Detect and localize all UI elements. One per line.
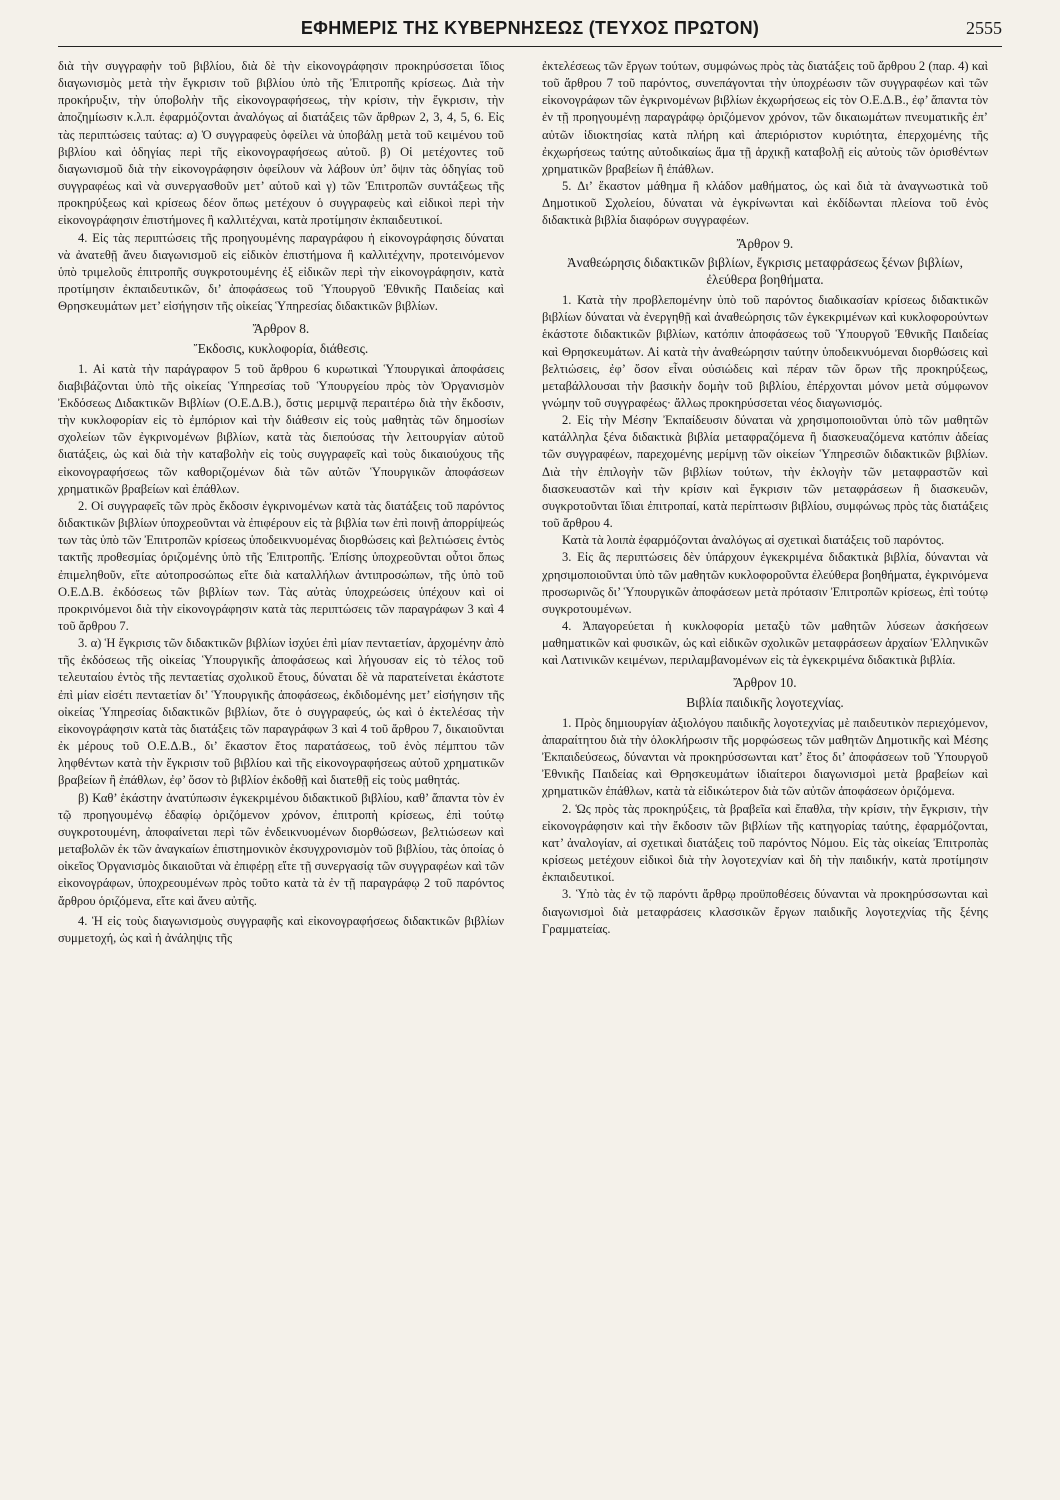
paragraph: ἐκτελέσεως τῶν ἔργων τούτων, συμφώνως πρὸς τὰς διατάξεις τοῦ ἄρθρου 2 (παρ. 4) καὶ τοῦ ἄρθρου 7 τοῦ παρόντος, συνεπάγονται τὴν ὑποχρέωσιν τῶν συγγραφέων καὶ τῶν εἰκονογράφων τῶν ἐγκρινομένων βιβλίων ἐκχωρήσεως εἰς τὸν Ο.Ε.Δ.Β., ἐφ’ ἅπαντα τὸν ἐν τῇ προηγουμένῃ παραγράφῳ ὁριζόμενον χρόνον, τῶν δικαιωμάτων πνευματικῆς ἐπ’ αὐτῶν ἰδιοκτησίας κατὰ πλήρη καὶ ἀπεριόριστον κυριότητα, ἐπερχομένης τῆς ἐκχωρήσεως ταύτης αὐτοδικαίως ἅμα τῇ ἀρχικῇ καταβολῇ εἰς αὐτοὺς τῶν ὁρισθέντων χρηματικῶν βραβείων ἢ ἐπάθλων. — [542, 59, 988, 176]
gazette-title: ΕΦΗΜΕΡΙΣ ΤΗΣ ΚΥΒΕΡΝΗΣΕΩΣ (ΤΕΥΧΟΣ ΠΡΩΤΟΝ) — [300, 18, 760, 38]
paragraph: 4. Ἡ εἰς τοὺς διαγωνισμοὺς συγγραφῆς καὶ εἰκονογραφήσεως διδακτικῶν βιβλίων συμμετοχή, ὡς καὶ ἡ ἀνάληψις τῆς — [58, 913, 504, 945]
paragraph: 3. Ὑπὸ τὰς ἐν τῷ παρόντι ἄρθρῳ προϋποθέσεις δύνανται νὰ προκηρύσσωνται καὶ διαγωνισμοὶ διὰ μεταφράσεις κλασσικῶν ἔργων παιδικῆς λογοτεχνίας τῆς ξένης Γραμματείας. — [542, 887, 988, 936]
page-number: 2555 — [966, 18, 1002, 38]
header-rule — [58, 46, 1002, 47]
running-header — [58, 18, 1002, 48]
article-10-subtitle: Βιβλία παιδικῆς λογοτεχνίας. — [686, 694, 844, 710]
article-8-title: Ἄρθρον 8. — [252, 321, 310, 337]
article-9-title: Ἄρθρον 9. — [736, 235, 794, 251]
paragraph: 1. Κατὰ τὴν προβλεπομένην ὑπὸ τοῦ παρόντος διαδικασίαν κρίσεως διδακτικῶν βιβλίων δύναται νὰ ἐνεργηθῇ καὶ ἀναθεώρησις τῶν ἐγκεκριμένων καὶ κυκλοφορούντων ἑκάστοτε διδακτικῶν βιβλίων, κατόπιν ἀποφάσεως τοῦ Ὑπουργοῦ Ἐθνικῆς Παιδείας καὶ Θρησκευμάτων. Αἱ κατὰ τὴν ἀναθεώρησιν ταύτην ὑποδεικνυόμεναι διορθώσεις καὶ βελτιώσεις, ἐφ’ ὅσον εἶναι οὐσιώδεις καὶ πέραν τῶν ὅρων τῆς προκηρύξεως, μεταβάλλουσαι τὴν βασικὴν δομὴν τοῦ βιβλίου, ἐπέρχονται μόνον μετὰ σύμφωνον γνώμην τοῦ συγγραφέως· ἄλλως προκηρύσσεται νέος διαγωνισμός. — [542, 293, 988, 410]
paragraph: 3. α) Ἡ ἔγκρισις τῶν διδακτικῶν βιβλίων ἰσχύει ἐπὶ μίαν πενταετίαν, ἀρχομένην ἀπὸ τῆς ἐκδόσεως τῆς οἰκείας Ὑπουργικῆς ἀποφάσεως καὶ λήγουσαν εἰς τὸ τέλος τοῦ τελευταίου ἐντὸς τῆς πενταετίας σχολικοῦ ἔτους, δύναται δὲ νὰ παρατείνεται ἑκάστοτε ἐπὶ μίαν εἰσέτι πενταετίαν δι’ Ὑπουργικῆς ἀποφάσεως, ἐκδιδομένης μετ’ εἰσήγησιν τῆς οἰκείας Ὑπηρεσίας διδακτικῶν βιβλίων, ὅτε ὁ συγγραφεύς, ὡς καὶ ὁ ἐκτελέσας τὴν εἰκονογράφησιν κατὰ τὰς διατάξεις τῶν παραγράφων 3 καὶ 4 τοῦ ἄρθρου 7, δικαιοῦνται ἐκ μέρους τοῦ Ο.Ε.Δ.Β., δι’ ἕκαστον ἔτος παρατάσεως, τοῦ ἑνὸς πέμπτου τῶν ληφθέντων κατὰ τὴν ἔγκρισιν τοῦ βιβλίου καὶ τῆς εἰκονογραφήσεως αὐτοῦ χρηματικῶν βραβείων ἢ ἐπάθλων, ἐφ’ ὅσον τὸ βιβλίον ἐκδοθῇ καὶ διατεθῇ εἰς τοὺς μαθητάς. — [58, 636, 504, 788]
paragraph: 4. Ἀπαγορεύεται ἡ κυκλοφορία μεταξὺ τῶν μαθητῶν λύσεων ἀσκήσεων μαθηματικῶν καὶ φυσικῶν, ὡς καὶ εἰδικῶν σχολικῶν μεταφράσεων ἀρχαίων Ἑλληνικῶν καὶ Λατινικῶν κειμένων, περιλαμβανομένων εἰς τὰ ἐγκεκριμένα διδακτικὰ βιβλία. — [542, 619, 988, 668]
paragraph: β) Καθ’ ἑκάστην ἀνατύπωσιν ἐγκεκριμένου διδακτικοῦ βιβλίου, καθ’ ἅπαντα τὸν ἐν τῷ προηγουμένῳ ἐδαφίῳ ὁριζόμενον χρόνον, ἐπιτροπὴ κρίσεως, ἐπὶ τούτῳ συγκροτουμένη, ἀποφαίνεται περὶ τῶν ἐνδεικνυομένων διορθώσεων, βελτιώσεων καὶ μεταβολῶν ἐκ τῶν ἀναγκαίων ἐπιστημονικὸν ἐκσυγχρονισμὸν τοῦ βιβλίου, τὰς ὁποίας ὁ οἰκεῖος Ὀργανισμὸς δικαιοῦται νὰ ἐπιφέρῃ εἴτε τῇ συνεργασίᾳ τῶν συγγραφέων καὶ τῶν εἰκονογράφων, ὑποχρεουμένων πρὸς τοῦτο κατὰ τὰ ἐν τῇ παραγράφῳ 2 τοῦ παρόντος ἄρθρου ὁριζόμενα, εἴτε καὶ ἄνευ αὐτῆς. — [58, 790, 504, 908]
paragraph: 1. Αἱ κατὰ τὴν παράγραφον 5 τοῦ ἄρθρου 6 κυρωτικαὶ Ὑπουργικαὶ ἀποφάσεις διαβιβάζονται ὑπὸ τῆς οἰκείας Ὑπηρεσίας τοῦ Ὑπουργείου πρὸς τὸν Ὀργανισμὸν Ἐκδόσεως Διδακτικῶν Βιβλίων (Ο.Ε.Δ.Β.), ὅστις μεριμνᾷ περαιτέρω διὰ τὴν ἔκδοσιν, τὴν κυκλοφορίαν εἰς τὸ ἐμπόριον καὶ τὴν διάθεσιν εἰς τοὺς μαθητὰς τῶν δημοσίων σχολείων τῶν ἐγκρινομένων βιβλίων, κατὰ τὰς διεπούσας τὴν λειτουργίαν αὐτοῦ διατάξεις, ὡς καὶ διὰ τὴν καταβολὴν εἰς τοὺς συγγραφεῖς καὶ τοὺς δικαιούχους τῆς εἰκονογραφήσεως τῶν καθοριζομένων διὰ τῶν αὐτῶν Ὑπουργικῶν ἀποφάσεων χρηματικῶν βραβείων καὶ ἐπάθλων. — [58, 361, 504, 496]
paragraph: 3. Εἰς ἃς περιπτώσεις δὲν ὑπάρχουν ἐγκεκριμένα διδακτικὰ βιβλία, δύνανται νὰ χρησιμοποιοῦνται ὑπὸ τῶν μαθητῶν κυκλοφοροῦντα ἐλεύθερα βοηθήματα, ἐγκρινόμενα προσωρινῶς δι’ Ὑπουργικῶν ἀποφάσεων μετὰ πρότασιν Ἐπιτροπῶν κρίσεως, ἐπὶ τούτῳ συγκροτουμένων. — [542, 550, 988, 616]
article-9-subtitle: Ἀναθεώρησις διδακτικῶν βιβλίων, ἔγκρισις μεταφράσεως ξένων βιβλίων, ἐλεύθερα βοηθήματα. — [567, 254, 963, 287]
paragraph: 4. Εἰς τὰς περιπτώσεις τῆς προηγουμένης παραγράφου ἡ εἰκονογράφησις δύναται νὰ ἀνατεθῇ ἄνευ διαγωνισμοῦ εἰς εἰδικὸν ἐπιστήμονα ἢ καλλιτέχνην, προτεινόμενον ὑπὸ τριμελοῦς ἐπιτροπῆς συγκροτουμένης ἐξ εἰδικῶν περὶ τὴν εἰκονογράφησιν, κατὰ προτίμησιν ἐκπαιδευτικῶν, δι’ ἀποφάσεως τοῦ Ὑπουργοῦ Ἐθνικῆς Παιδείας καὶ Θρησκευμάτων μετ’ εἰσήγησιν τῆς οἰκείας Ὑπηρεσίας διδακτικῶν βιβλίων. — [58, 230, 504, 314]
left-column — [58, 58, 504, 947]
article-8-subtitle: Ἔκδοσις, κυκλοφορία, διάθεσις. — [193, 340, 369, 356]
right-column — [542, 58, 988, 938]
paragraph: διὰ τὴν συγγραφὴν τοῦ βιβλίου, διὰ δὲ τὴν εἰκονογράφησιν προκηρύσσεται ἴδιος διαγωνισμὸς μετὰ τὴν ἔγκρισιν τοῦ βιβλίου ὑπὸ τῆς Ἐπιτροπῆς κρίσεως. Διὰ τὴν προκήρυξιν, τὴν ὑποβολὴν τῆς εἰκονογραφήσεως, τὴν κρίσιν, τὴν ἔγκρισιν, τὴν ἀποζημίωσιν κ.λ.π. ἐφαρμόζονται ἀναλόγως αἱ διατάξεις τῶν ἄρθρων 2, 3, 4, 5, 6. Εἰς τὰς περιπτώσεις ταύτας: α) Ὁ συγγραφεὺς ὀφείλει νὰ ὑποβάλῃ μετὰ τοῦ κειμένου τοῦ βιβλίου καὶ ὁδηγίας περὶ τῆς εἰκονογραφήσεως αὐτοῦ. β) Οἱ μετέχοντες τοῦ διαγωνισμοῦ διὰ τὴν εἰκονογράφησιν ὀφείλουν νὰ λάβουν ὑπ’ ὄψιν τὰς ὁδηγίας τοῦ συγγραφέως καὶ νὰ συνεργασθοῦν μετ’ αὐτοῦ καὶ γ) τῶν Ἐπιτροπῶν συντάξεως τῆς προκηρύξεως καὶ κρίσεως δέον ὅπως μετέχουν ὁ συγγραφεὺς καὶ εἰδικοὶ περὶ τὴν εἰκονογράφησιν ἐπιστήμονες ἢ καλλιτέχναι, κατὰ προτίμησιν ἐκπαιδευτικοί. — [58, 59, 504, 228]
paragraph: 2. Ὡς πρὸς τὰς προκηρύξεις, τὰ βραβεῖα καὶ ἔπαθλα, τὴν κρίσιν, τὴν ἔγκρισιν, τὴν εἰκονογράφησιν καὶ τὴν ἔκδοσιν τῶν βιβλίων τῆς κατηγορίας ταύτης, ἐφαρμόζονται, κατ’ ἀναλογίαν, αἱ σχετικαὶ διατάξεις τοῦ παρόντος Νόμου. Εἰς τὰς οἰκείας Ἐπιτροπὰς κρίσεως μετέχουν εἰδικοὶ διὰ τὴν λογοτεχνίαν καὶ δὴ τὴν παιδικήν, κατὰ προτίμησιν ἐκπαιδευτικοί. — [542, 801, 988, 885]
paragraph: 5. Δι’ ἕκαστον μάθημα ἢ κλάδον μαθήματος, ὡς καὶ διὰ τὰ ἀναγνωστικὰ τοῦ Δημοτικοῦ Σχολείου, δύναται νὰ ἐγκρίνωνται καὶ ἐκδίδωνται πλείονα τοῦ ἑνὸς διδακτικὰ βιβλία διαφόρων συγγραφέων. — [542, 179, 988, 228]
paragraph: 2. Οἱ συγγραφεῖς τῶν πρὸς ἔκδοσιν ἐγκρινομένων κατὰ τὰς διατάξεις τοῦ παρόντος διδακτικῶν βιβλίων ὑποχρεοῦνται νὰ ἐπιφέρουν εἰς τὰ βιβλία των ἐπὶ ποινῇ ἀπορρίψεώς των τὰς ὑπὸ τῶν Ἐπιτροπῶν κρίσεως ὑποδεικνυομένας διορθώσεις καὶ βελτιώσεις ἐντὸς τακτῆς προθεσμίας ὁριζομένης ὑπὸ τῆς Ἐπιτροπῆς. Ἐπίσης ὑποχρεοῦνται οὗτοι ὅπως ἐπιμεληθοῦν, εἴτε αὐτοπροσώπως εἴτε διὰ καταλλήλων ἀντιπροσώπων, τῆς ὑπὸ τοῦ Ο.Ε.Δ.Β. ἐκδόσεως τῶν βιβλίων των. Τὰς αὐτὰς ὑποχρεώσεις ὑπέχουν καὶ οἱ προκρινόμενοι διὰ τὴν εἰκονογράφησιν κατὰ τὰς περιπτώσεις τῶν παραγράφων 3 καὶ 4 τοῦ ἄρθρου 7. — [58, 498, 504, 633]
paragraph: 1. Πρὸς δημιουργίαν ἀξιολόγου παιδικῆς λογοτεχνίας μὲ παιδευτικὸν περιεχόμενον, ἀπαραίτητου διὰ τὴν ὁλοκλήρωσιν τῆς μορφώσεως τῶν μαθητῶν Δημοτικῆς καὶ Μέσης Ἐκπαιδεύσεως, δύνανται νὰ προκηρύσσωνται κατ’ ἔτος δι’ ἀποφάσεων τοῦ Ὑπουργοῦ Ἐθνικῆς Παιδείας καὶ Θρησκευμάτων ἰδιαίτεροι διαγωνισμοὶ μετὰ βραβείων καὶ χρηματικῶν ἐπάθλων, κατὰ τὰ εἰδικώτερον διὰ τῶν αὐτῶν ἀποφάσεων ὁριζόμενα. — [542, 715, 988, 799]
paragraph: 2. Εἰς τὴν Μέσην Ἐκπαίδευσιν δύναται νὰ χρησιμοποιοῦνται ὑπὸ τῶν μαθητῶν κατάλληλα ξένα διδακτικὰ βιβλία μεταφραζόμενα ἢ διασκευαζόμενα κατόπιν ἀδείας τῶν συγγραφέων, παρεχομένης μερίμνῃ τῶν οἰκείων Ὑπηρεσιῶν διδακτικῶν βιβλίων. Διὰ τὴν ἐπιλογὴν τῶν βιβλίων τούτων, τὴν ἐκλογὴν τῶν μεταφραστῶν καὶ διασκευαστῶν καὶ τὴν κρίσιν καὶ ἔγκρισιν τῶν μεταφράσεων ἢ διασκευῶν, συγκροτοῦνται ἴδιαι ἐπιτροπαί, κατὰ περίπτωσιν βιβλίου, συμφώνως πρὸς τὰς διατάξεις τοῦ ἄρθρου 4. — [542, 413, 988, 531]
article-10-title: Ἄρθρον 10. — [733, 675, 797, 691]
paragraph: Κατὰ τὰ λοιπὰ ἐφαρμόζονται ἀναλόγως αἱ σχετικαὶ διατάξεις τοῦ παρόντος. — [562, 533, 945, 548]
